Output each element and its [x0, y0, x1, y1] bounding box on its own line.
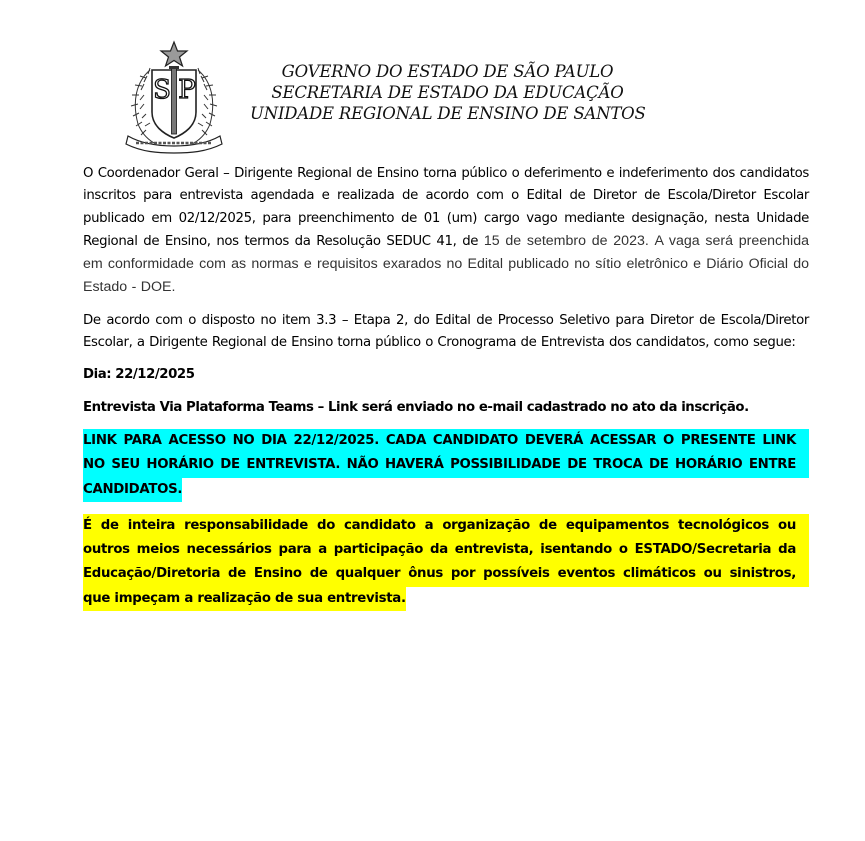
crest-letter-p: P — [178, 75, 196, 105]
link-access-notice — [83, 429, 809, 502]
responsibility-line: Educação/Diretoria de Ensino de qualquer ônus por possíveis eventos climáticos ou sinistros, — [83, 562, 809, 586]
institution-heading — [250, 61, 645, 124]
crest-letter-s: S — [153, 75, 171, 105]
heading-line-regional-unit: UNIDADE REGIONAL DE ENSINO DE SANTOS — [250, 104, 646, 123]
sao-paulo-coat-of-arms-icon — [122, 40, 226, 154]
responsibility-notice — [83, 514, 809, 611]
responsibility-line: que impeçam a realização de sua entrevista. — [83, 587, 809, 611]
document-header — [0, 0, 865, 160]
responsibility-line: outros meios necessários para a participação da entrevista, isentando o ESTADO/Secretaria da — [83, 538, 809, 562]
responsibility-line: É de inteira responsabilidade do candidato a organização de equipamentos tecnológicos ou — [83, 514, 809, 538]
link-notice-line: NO SEU HORÁRIO DE ENTREVISTA. NÃO HAVERÁ POSSIBILIDADE DE TROCA DE HORÁRIO ENTRE — [83, 453, 809, 477]
document-body — [83, 163, 809, 620]
intro-text-date: 15 de setembro de 2023. — [483, 232, 649, 249]
link-notice-line: CANDIDATOS. — [83, 478, 809, 502]
intro-text-part3: A vaga será preenchida em conformidade com as normas e requisitos exarados no Edital publicado no sítio eletrônico e Diário Oficial do Estado - DOE. — [83, 232, 809, 296]
schedule-paragraph: De acordo com o disposto no item 3.3 – Etapa 2, do Edital de Processo Seletivo para Diretor de Escola/Diretor Escolar, a Dirigente Regional de Ensino torna público o Cronograma de Entrevista dos candidatos, como segue: — [83, 312, 809, 351]
heading-line-government: GOVERNO DO ESTADO DE SÃO PAULO — [281, 62, 614, 81]
star-icon — [161, 42, 187, 66]
link-notice-line: LINK PARA ACESSO NO DIA 22/12/2025. CADA CANDIDATO DEVERÁ ACESSAR O PRESENTE LINK — [83, 429, 809, 453]
intro-text-part1: O Coordenador Geral – Dirigente Regional de Ensino torna público o deferimento e indeferimento dos candidatos inscritos para entrevista agendada e realizada de acordo com o Edital de Diretor de Escola/Diretor Escolar publicado em 02/12/2025, para preenchimento de 01 (um) cargo vago mediante designação, nesta Unidade Regional de Ensino, nos termos da Resolução SEDUC 41, de — [83, 166, 809, 249]
intro-paragraph — [83, 163, 809, 300]
interview-platform-notice: Entrevista Via Plataforma Teams – Link será enviado no e-mail cadastrado no ato da inscrição. — [83, 399, 749, 415]
heading-line-secretariat: SECRETARIA DE ESTADO DA EDUCAÇÃO — [271, 83, 624, 102]
interview-day: Dia: 22/12/2025 — [83, 367, 195, 383]
